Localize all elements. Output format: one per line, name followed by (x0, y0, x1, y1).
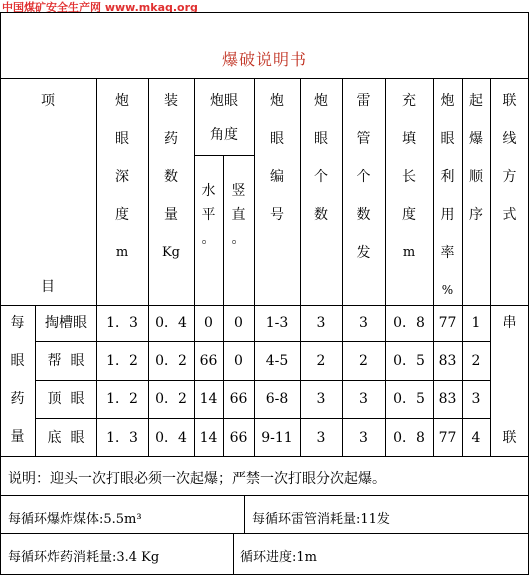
header-utilization: 炮 眼 利 用 率 % (440, 93, 455, 297)
detonator-usage: 每循环雷管消耗量:11发 (252, 512, 390, 527)
header-angle: 炮眼 (210, 93, 238, 109)
site-watermark: 中国煤矿安全生产网 www.mkaq.org (2, 1, 198, 14)
rule-row1 (36, 341, 490, 342)
col-info2 (233, 533, 234, 575)
coal-volume: 每循环爆炸煤体:5.5m³ (8, 512, 142, 527)
rule-angle (194, 155, 254, 156)
header-sequence: 起 爆 顺 序 (469, 93, 483, 223)
rule-header (0, 305, 529, 306)
header-depth: 炮 眼 深 度 m (115, 93, 129, 260)
header-vertical: 竖 直 。 (231, 183, 246, 247)
cycle-progress: 循环进度:1m (240, 550, 317, 565)
header-detonator: 雷 管 个 数 发 (356, 93, 371, 261)
rule-row2 (36, 380, 490, 381)
header-stemming: 充 填 长 度 m (402, 93, 416, 260)
rule-table-end (0, 456, 529, 457)
header-hole-no: 炮 眼 编 号 (270, 93, 284, 223)
rule-info (0, 533, 529, 534)
rule-title (0, 78, 529, 79)
explosive-usage: 每循环炸药消耗量:3.4 Kg (8, 550, 160, 565)
col-info1 (244, 495, 245, 533)
note-text: 说明：迎头一次打眼必须一次起爆；严禁一次打眼分次起爆。 (8, 471, 386, 487)
header-charge: 装 药 数 量 Kg (161, 93, 181, 260)
header-connection: 联 线 方 式 (502, 93, 517, 223)
header-item-top: 项 (41, 93, 55, 109)
header-horizontal: 水 平 。 (201, 183, 216, 247)
rule-note (0, 495, 529, 496)
rule-row3 (36, 418, 490, 419)
header-angle-line2: 角度 (210, 127, 238, 143)
header-hole-count: 炮 眼 个 数 (314, 93, 328, 223)
group-label: 每 眼 药 量 (10, 315, 25, 445)
connection-value-top: 串 (502, 315, 517, 331)
header-item-bottom: 目 (41, 279, 55, 295)
connection-value-bottom: 联 (502, 430, 517, 446)
document-title: 爆破说明书 (221, 50, 307, 69)
